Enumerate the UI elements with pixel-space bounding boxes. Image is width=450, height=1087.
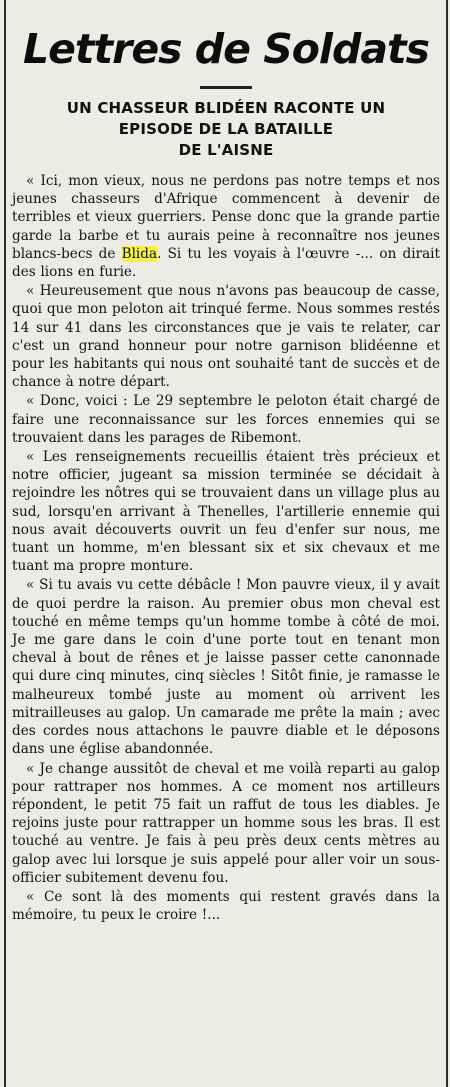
paragraph-7: « Ce sont là des moments qui restent gravés dans la mémoire, tu peux le croire !... bbox=[12, 888, 440, 924]
paragraph-1-text-b: . Si tu les voyais à l'œuvre -... on dirait des lions en furie. bbox=[12, 245, 440, 281]
paragraph-5: « Si tu avais vu cette débâcle ! Mon pauvre vieux, il y avait de quoi perdre la raison. Au premier obus mon cheval est touché en même temps qu'un homme tombe à côté de moi. Je me gare dans le coin d'une porte tout en tenant mon cheval à bout de rênes et je laisse passer cette canonnade qui dure cinq minutes, cinq siècles ! Sitôt finie, je ramasse le malheureux tombé juste au moment où arrivent les mitrailleuses au galop. Un camarade me prête la main ; avec des cordes nous attachons le pauvre diable et le déposons dans une église abandonnée. bbox=[12, 577, 440, 758]
headline-line-1: UN CHASSEUR BLIDÉEN RACONTE UN bbox=[66, 99, 386, 117]
paragraph-6: « Je change aussitôt de cheval et me voilà reparti au galop pour rattraper nos hommes. A ce moment nos artilleurs répondent, le petit 75 fait un raffut de tous les diables. Je rejoins juste pour rattrapper un homme sous les bras. Il est touché au ventre. Je fais à peu près deux cents mètres au galop avec lui lorsque je suis appelé pour aller voir un sous-officier subitement devenu fou. bbox=[12, 760, 440, 886]
paragraph-3: « Donc, voici : Le 29 septembre le peloton était chargé de faire une reconnaissance sur les forces ennemies qui se trouvaient dans les parages de Ribemont. bbox=[12, 393, 440, 446]
article-body bbox=[12, 172, 440, 925]
headline-line-3: DE L'AISNE bbox=[178, 141, 274, 159]
highlighted-word: Blida bbox=[121, 245, 158, 262]
column-rule-right bbox=[446, 0, 448, 1087]
title-divider bbox=[200, 86, 252, 89]
paragraph-4: « Les renseignements recueillis étaient très précieux et notre officier, jugeant sa mission terminée se décidait à rejoindre les nôtres qui se trouvaient dans un village plus au sud, lorsqu'en arrivant à Thenelles, l'artillerie ennemie qui nous avait découverts ouvrit un feu d'enfer sur nous, me tuant un homme, m'en blessant six et six chevaux et me tuant ma propre monture. bbox=[12, 449, 440, 575]
headline-line-2: EPISODE DE LA BATAILLE bbox=[118, 120, 334, 138]
article-headline bbox=[14, 98, 438, 161]
paragraph-1 bbox=[12, 172, 440, 281]
paragraph-1-text-a: « Ici, mon vieux, nous ne perdons pas notre temps et nos jeunes chasseurs d'Afrique commencent à devenir de terribles et vieux guerriers. Pense donc que la grande partie garde la barbe et tu aurais peine à reconnaître nos jeunes blancs-becs de bbox=[12, 173, 440, 262]
paragraph-2: « Heureusement que nous n'avons pas beaucoup de casse, quoi que mon peloton ait trinqué ferme. Nous sommes restés 14 sur 41 dans les circonstances que je vais te relater, car c'est un grand honneur pour notre garnison blidéenne et pour les habitants qui nous ont souhaité tant de succès et de chance à notre départ. bbox=[12, 283, 440, 391]
section-title: Lettres de Soldats bbox=[22, 25, 430, 73]
column-rule-left bbox=[4, 0, 6, 1087]
